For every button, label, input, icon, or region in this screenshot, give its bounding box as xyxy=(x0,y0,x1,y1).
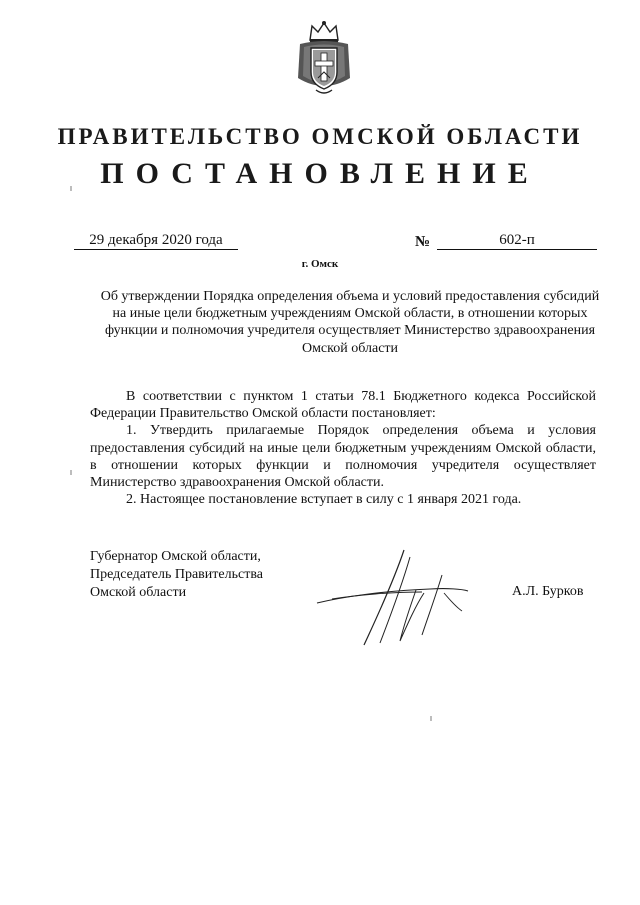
number-sign: № xyxy=(415,234,431,250)
signer-position-line: Председатель Правительства xyxy=(90,566,263,582)
handwritten-signature xyxy=(312,545,472,650)
document-city: г. Омск xyxy=(301,258,339,270)
document-subject: Об утверждении Порядка определения объема и условий предоставления субсидий на иные цели бюджетным учреждениям Омской области, в отношении которых функции и полномочия учредителя осуществляет Министерство здравоохранения Омской области xyxy=(100,289,600,356)
body-paragraph: 2. Настоящее постановление вступает в силу с 1 января 2021 года. xyxy=(126,492,522,508)
body-paragraph: В соответствии с пунктом 1 статьи 78.1 Бюджетного кодекса Российской Федерации Правительство Омской области постановляет: xyxy=(90,389,596,422)
document-date: 29 декабря 2020 года xyxy=(74,232,238,250)
scan-mark xyxy=(70,470,72,475)
scan-mark xyxy=(430,716,432,721)
signer-name: А.Л. Бурков xyxy=(512,584,584,599)
coat-of-arms-icon xyxy=(296,20,352,100)
body-paragraph: 1. Утвердить прилагаемые Порядок определения объема и условия предоставления субсидий на иные цели бюджетным учреждениям Омской области, в отношении которых функции и полномочия учредителя осуществляет Министерство здравоохранения Омской области. xyxy=(90,423,596,491)
authority-title: ПРАВИТЕЛЬСТВО ОМСКОЙ ОБЛАСТИ xyxy=(57,124,583,149)
document-type-title: ПОСТАНОВЛЕНИЕ xyxy=(100,157,540,190)
document-body xyxy=(90,388,596,508)
signer-position-line: Омской области xyxy=(90,584,187,600)
document-number: 602-п xyxy=(437,232,597,250)
signer-position-line: Губернатор Омской области, xyxy=(90,549,261,564)
signer-position xyxy=(90,548,310,601)
scan-mark xyxy=(70,186,72,191)
